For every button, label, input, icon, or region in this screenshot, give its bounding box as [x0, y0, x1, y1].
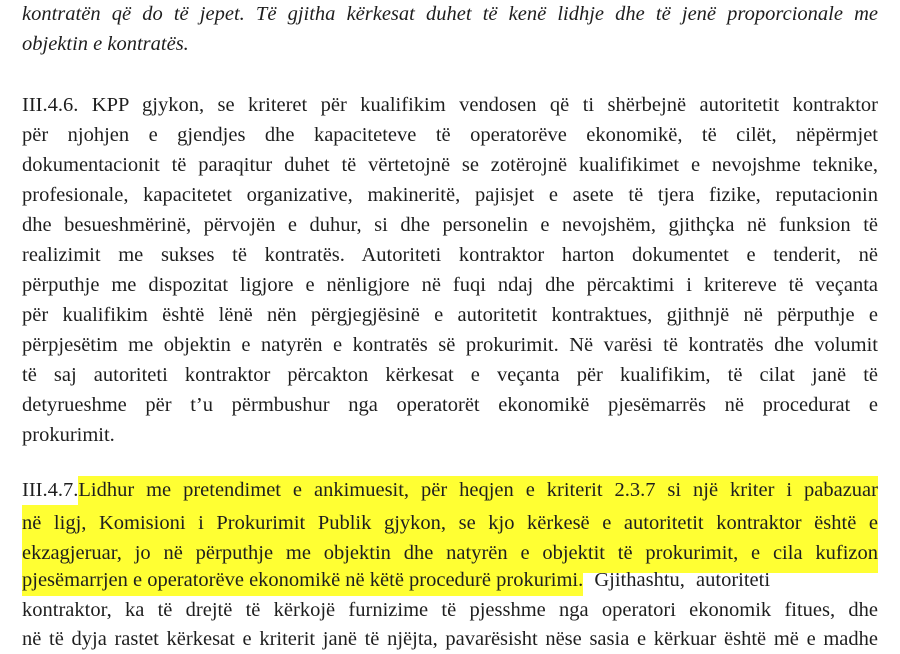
- paragraph-line: prokurimit.: [22, 424, 115, 446]
- paragraph-line: dokumentacionit të paraqitur duhet të vërtetojnë se zotërojnë kualifikimet e nevojshme teknike,: [22, 154, 878, 176]
- intro-line: objektin e kontratës.: [22, 33, 189, 55]
- paragraph-line: realizimit me sukses të kontratës. Autoriteti kontraktor harton dokumentet e tenderit, në: [22, 244, 878, 266]
- paragraph-line: profesionale, kapacitetet organizative, makineritë, pajisjet e asete të tjera fizike, reputacionin: [22, 184, 878, 206]
- highlighted-text: pjesëmarrjen e operatorëve ekonomikë në këtë procedurë prokurimi.: [22, 566, 583, 596]
- highlighted-paragraph-line: [22, 475, 878, 505]
- highlighted-paragraph-line: [22, 565, 878, 595]
- paragraph-line: të saj autoriteti kontraktor përcakton kërkesat e veçanta për kualifikim, të cilat janë të: [22, 364, 878, 386]
- paragraph-line: detyrueshme për t’u përmbushur nga operatorët ekonomikë pjesëmarrës në procedurat e: [22, 394, 878, 416]
- intro-line: kontratën që do të jepet. Të gjitha kërkesat duhet të kenë lidhje dhe të jenë proporcionale me: [22, 3, 878, 25]
- paragraph-line: III.4.6. KPP gjykon, se kriteret për kualifikim vendosen që ti shërbejnë autoritetit kontraktor: [22, 94, 878, 116]
- highlighted-text: Lidhur me pretendimet e ankimuesit, për heqjen e kriterit 2.3.7 si një kriter i pabazuar: [78, 476, 878, 506]
- plain-text: Gjithashtu, autoriteti: [583, 569, 771, 591]
- paragraph-line: kontraktor, ka të drejtë të kërkojë furnizime të pjesshme nga operatori ekonomik fitues, dhe: [22, 599, 878, 621]
- paragraph-line: dhe besueshmërinë, përvojën e duhur, si dhe personelin e nevojshëm, gjithçka në funksion të: [22, 214, 878, 236]
- paragraph-line: për kualifikim është lënë nën përgjegjësinë e autoritetit kontraktues, gjithnjë në përputhje e: [22, 304, 878, 326]
- highlighted-text: ekzagjeruar, jo në përputhje me objektin dhe natyrën e objektit të prokurimit, e cila kufizon: [22, 535, 878, 573]
- paragraph-line: përputhje me dispozitat ligjore e nënligjore në fuqi ndaj dhe përcaktimi i kritereve të veçanta: [22, 274, 878, 296]
- paragraph-line: për njohjen e gjendjes dhe kapaciteteve të operatorëve ekonomikë, të cilët, nëpërmjet: [22, 124, 878, 146]
- highlighted-text: në ligj, Komisioni i Prokurimit Publik gjykon, se kjo kërkesë e autoritetit kontraktor është e: [22, 505, 878, 543]
- paragraph-line: përpjesëtim me objektin e natyrën e kontratës së prokurimit. Në varësi të kontratës dhe volumit: [22, 334, 878, 356]
- section-number: III.4.7.: [22, 479, 79, 501]
- paragraph-line-cut: në të dyja rastet kërkesat e kriterit janë të njëjta, pavarësisht nëse sasia e kërkuar është më e madhe: [22, 628, 878, 650]
